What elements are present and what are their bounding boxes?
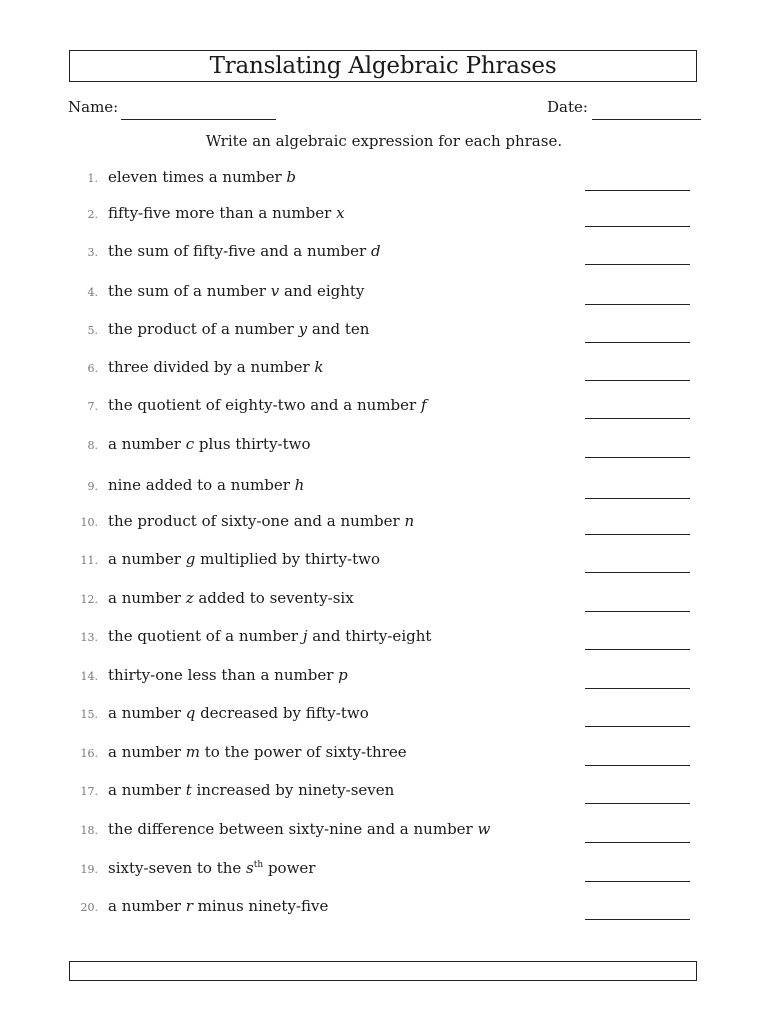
variable: z: [185, 589, 194, 607]
problem-text: [108, 320, 369, 338]
phrase-text: sixty-seven to the: [108, 859, 247, 877]
phrase-text: the sum of fifty-five and a number: [108, 242, 371, 260]
title-box: [69, 50, 697, 82]
phrase-text: fifty-five more than a number: [108, 204, 337, 222]
problem-text: [108, 897, 328, 915]
problem-number: 8.: [87, 439, 98, 452]
problem-text: [108, 781, 394, 799]
answer-field[interactable]: [585, 803, 690, 804]
phrase-text: a number: [108, 589, 186, 607]
problem-text: [108, 743, 407, 761]
answer-field[interactable]: [585, 498, 690, 499]
problem-number: 6.: [87, 362, 98, 375]
problem-text: [108, 704, 369, 722]
phrase-text: and eighty: [279, 282, 365, 300]
problem-item: [0, 781, 768, 805]
problem-text: [108, 282, 364, 300]
phrase-text: the quotient of eighty-two and a number: [108, 396, 421, 414]
variable: g: [185, 550, 196, 568]
answer-field[interactable]: [585, 380, 690, 381]
problem-number: 14.: [80, 670, 98, 683]
phrase-text: plus thirty-two: [194, 435, 311, 453]
answer-field[interactable]: [585, 457, 690, 458]
problem-number: 1.: [87, 172, 98, 185]
problem-number: 12.: [80, 593, 98, 606]
problem-text: [108, 204, 345, 222]
problem-number: 13.: [80, 631, 98, 644]
answer-field[interactable]: [585, 534, 690, 535]
problem-text: [108, 627, 431, 645]
instructions: Write an algebraic expression for each phrase.: [205, 132, 563, 150]
variable: p: [338, 666, 348, 684]
variable: d: [370, 242, 381, 260]
answer-field[interactable]: [585, 919, 690, 920]
footer-box: [69, 961, 697, 981]
variable: w: [477, 820, 491, 838]
problem-item: [0, 242, 768, 266]
superscript: th: [253, 860, 264, 870]
problem-item: [0, 168, 768, 192]
answer-field[interactable]: [585, 418, 690, 419]
problem-item: [0, 358, 768, 382]
problem-text: [108, 168, 296, 186]
problem-number: 5.: [87, 324, 98, 337]
problem-number: 9.: [87, 480, 98, 493]
problem-text: [108, 820, 490, 838]
phrase-text: the quotient of a number: [108, 627, 303, 645]
variable: j: [302, 627, 308, 645]
phrase-text: a number: [108, 704, 186, 722]
problem-number: 15.: [80, 708, 98, 721]
name-label: Name:: [68, 98, 119, 116]
answer-field[interactable]: [585, 611, 690, 612]
problem-text: [108, 242, 381, 260]
phrase-text: added to seventy-six: [193, 589, 354, 607]
phrase-text: the product of a number: [108, 320, 299, 338]
problem-text: [108, 358, 324, 376]
problem-text: [108, 396, 427, 414]
phrase-text: nine added to a number: [108, 476, 295, 494]
phrase-text: the difference between sixty-nine and a number: [108, 820, 478, 838]
problem-item: [0, 550, 768, 574]
phrase-text: decreased by fifty-two: [195, 704, 369, 722]
problem-item: [0, 743, 768, 767]
phrase-text: eleven times a number: [108, 168, 287, 186]
problem-number: 17.: [80, 785, 98, 798]
date-label: Date:: [547, 98, 588, 116]
problem-text: [108, 512, 414, 530]
problem-number: 19.: [80, 863, 98, 876]
problem-text: [108, 589, 354, 607]
phrase-text: minus ninety-five: [192, 897, 329, 915]
phrase-text: power: [263, 859, 316, 877]
date-field[interactable]: [592, 119, 701, 120]
answer-field[interactable]: [585, 226, 690, 227]
problem-item: [0, 820, 768, 844]
phrase-text: to the power of sixty-three: [199, 743, 407, 761]
problem-item: [0, 512, 768, 536]
problem-text: [108, 859, 315, 877]
variable: b: [286, 168, 297, 186]
variable: n: [404, 512, 415, 530]
problem-text: [108, 550, 380, 568]
phrase-text: multiplied by thirty-two: [195, 550, 380, 568]
problem-number: 11.: [80, 554, 98, 567]
phrase-text: the product of sixty-one and a number: [108, 512, 405, 530]
phrase-text: a number: [108, 743, 186, 761]
problem-number: 10.: [80, 516, 98, 529]
problem-number: 18.: [80, 824, 98, 837]
answer-field[interactable]: [585, 881, 690, 882]
variable: c: [185, 435, 195, 453]
phrase-text: and ten: [307, 320, 370, 338]
problem-item: [0, 704, 768, 728]
variable: k: [314, 358, 324, 376]
problem-item: [0, 204, 768, 228]
problem-text: [108, 476, 304, 494]
problem-number: 16.: [80, 747, 98, 760]
problem-item: [0, 282, 768, 306]
problem-number: 3.: [87, 246, 98, 259]
answer-field[interactable]: [585, 842, 690, 843]
problem-text: [108, 666, 348, 684]
problem-item: [0, 666, 768, 690]
phrase-text: a number: [108, 435, 186, 453]
phrase-text: the sum of a number: [108, 282, 271, 300]
variable: h: [294, 476, 305, 494]
problem-item: [0, 476, 768, 500]
answer-field[interactable]: [585, 765, 690, 766]
phrase-text: a number: [108, 550, 186, 568]
answer-field[interactable]: [585, 726, 690, 727]
variable: m: [185, 743, 200, 761]
answer-field[interactable]: [585, 688, 690, 689]
problem-text: [108, 435, 311, 453]
variable: r: [185, 897, 193, 915]
variable: q: [185, 704, 196, 722]
answer-field[interactable]: [585, 649, 690, 650]
variable: t: [185, 781, 192, 799]
answer-field[interactable]: [585, 190, 690, 191]
variable: y: [298, 320, 308, 338]
phrase-text: thirty-one less than a number: [108, 666, 339, 684]
phrase-text: a number: [108, 781, 186, 799]
phrase-text: and thirty-eight: [307, 627, 432, 645]
variable: x: [336, 204, 345, 222]
phrase-text: three divided by a number: [108, 358, 315, 376]
answer-field[interactable]: [585, 304, 690, 305]
phrase-text: increased by ninety-seven: [191, 781, 395, 799]
problem-item: [0, 627, 768, 651]
problem-number: 4.: [87, 286, 98, 299]
problem-item: [0, 859, 768, 883]
problem-item: [0, 435, 768, 459]
problem-item: [0, 897, 768, 921]
answer-field[interactable]: [585, 342, 690, 343]
variable: f: [420, 396, 427, 414]
problem-item: [0, 396, 768, 420]
problem-number: 2.: [87, 208, 98, 221]
answer-field[interactable]: [585, 264, 690, 265]
phrase-text: a number: [108, 897, 186, 915]
problem-number: 7.: [87, 400, 98, 413]
variable: s: [246, 859, 254, 877]
problem-item: [0, 320, 768, 344]
page-title: Translating Algebraic Phrases: [209, 53, 557, 79]
problem-number: 20.: [80, 901, 98, 914]
problem-item: [0, 589, 768, 613]
variable: v: [270, 282, 280, 300]
name-field[interactable]: [121, 119, 276, 120]
answer-field[interactable]: [585, 572, 690, 573]
